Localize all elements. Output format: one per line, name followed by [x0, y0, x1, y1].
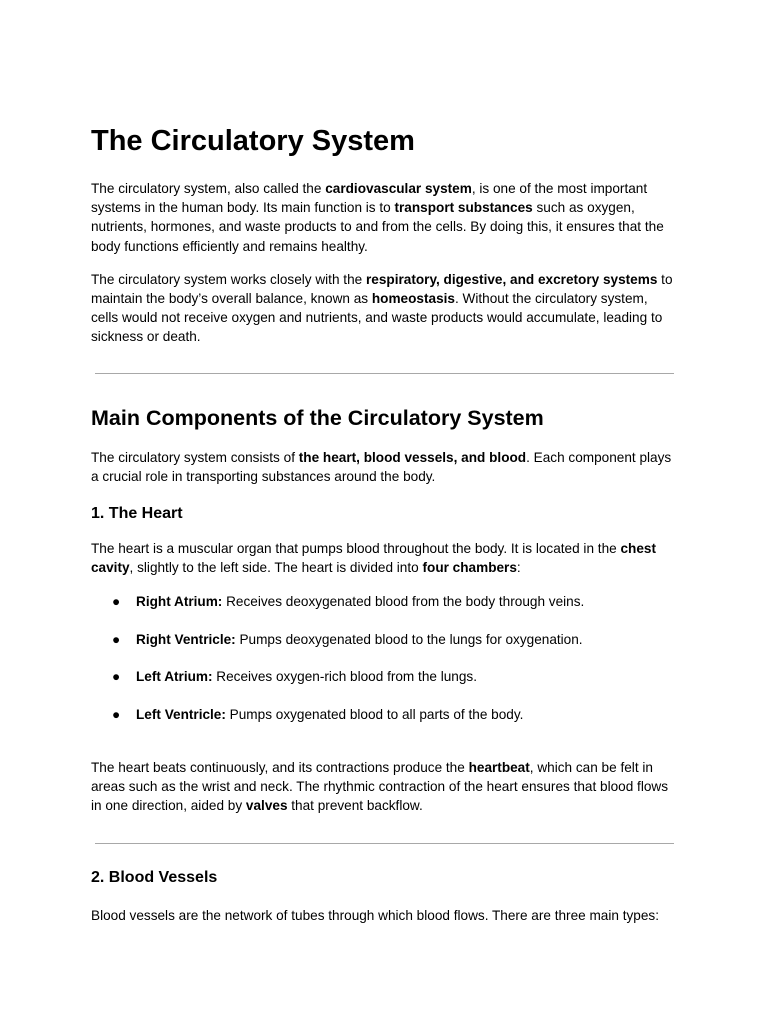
heart-paragraph [91, 539, 678, 577]
bullet-icon: ● [112, 594, 121, 610]
page-title: The Circulatory System [91, 125, 415, 157]
text-span: The circulatory system consists of [91, 449, 299, 465]
chamber-name: Right Ventricle: [136, 631, 236, 647]
chamber-description: Pumps deoxygenated blood to the lungs for oxygenation. [235, 631, 583, 647]
text-span: . Each component plays a crucial role in transporting substances around the body. [91, 449, 672, 484]
list-item [91, 592, 678, 611]
text-span: . Without the circulatory system, cells would not receive oxygen and nutrients, and waste products would accumulate, leading to sickness or death. [91, 291, 663, 345]
section-heading-components: Main Components of the Circulatory System [91, 405, 544, 430]
chamber-name: Right Atrium: [136, 594, 223, 610]
text-span: The circulatory system works closely with the [91, 271, 366, 287]
bold-term: homeostasis [371, 291, 455, 307]
bullet-icon: ● [112, 631, 121, 647]
bullet-icon: ● [112, 706, 121, 722]
text-span: The heart beats continuously, and its contractions produce the [91, 759, 469, 775]
intro-paragraph-1 [91, 179, 678, 256]
text-span: : [516, 560, 521, 576]
subheading-heart: 1. The Heart [91, 505, 183, 523]
chamber-description: Pumps oxygenated blood to all parts of the body. [225, 706, 524, 722]
chamber-name: Left Atrium: [136, 669, 213, 685]
text-span: to maintain the body’s overall balance, known as [91, 271, 673, 307]
text-span: , which can be felt in areas such as the wrist and neck. The rhythmic contraction of the heart ensures that blood flows in one direction, aided by [91, 759, 669, 814]
subheading-blood-vessels: 2. Blood Vessels [91, 869, 218, 887]
section-divider [95, 373, 674, 374]
bold-term: heartbeat [468, 759, 530, 775]
components-paragraph [91, 448, 678, 486]
bold-term: valves [245, 798, 288, 814]
bullet-icon: ● [112, 669, 121, 685]
bold-term: respiratory, digestive, and excretory systems [365, 271, 658, 287]
heartbeat-paragraph [91, 758, 678, 816]
section-divider [95, 843, 674, 844]
chamber-description: Receives oxygen-rich blood from the lungs. [212, 669, 477, 685]
chamber-name: Left Ventricle: [136, 706, 226, 722]
bold-term: transport substances [394, 200, 533, 216]
text-span: The heart is a muscular organ that pumps blood throughout the body. It is located in the [91, 541, 621, 557]
text-span: that prevent backflow. [287, 798, 423, 814]
text-span: , slightly to the left side. The heart is divided into [129, 560, 423, 576]
text-span: The circulatory system, also called the [91, 181, 326, 196]
intro-paragraph-2 [91, 270, 678, 347]
bold-term: cardiovascular system [325, 181, 472, 196]
bold-term: chest cavity [91, 541, 656, 576]
vessels-paragraph: Blood vessels are the network of tubes through which blood flows. There are three main types: [91, 908, 659, 924]
text-span: such as oxygen, nutrients, hormones, and waste products to and from the cells. By doing this, it ensures that the body functions efficiently and remains healthy. [91, 200, 664, 254]
list-item [91, 667, 678, 686]
list-item [91, 705, 678, 724]
chamber-description: Receives deoxygenated blood from the body through veins. [222, 594, 585, 610]
list-item [91, 630, 678, 649]
bold-term: the heart, blood vessels, and blood [298, 449, 527, 465]
text-span: , is one of the most important systems in the human body. Its main function is to [91, 181, 648, 216]
heart-chambers-list [91, 592, 678, 723]
bold-term: four chambers [422, 560, 517, 576]
